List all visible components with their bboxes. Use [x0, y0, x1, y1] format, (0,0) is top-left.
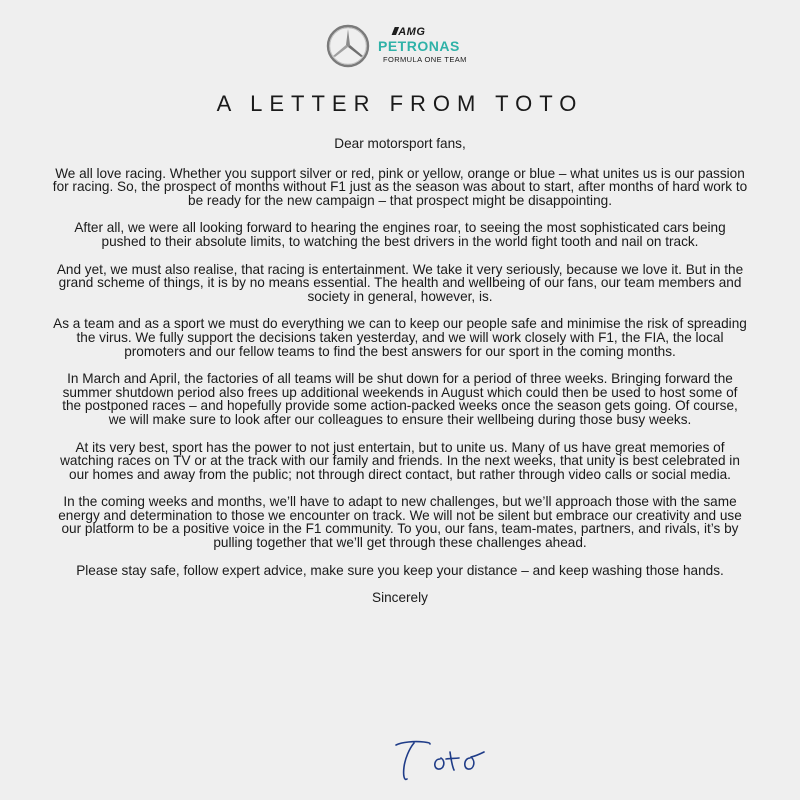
- greeting: Dear motorsport fans,: [334, 136, 466, 151]
- paragraph: After all, we were all looking forward to hearing the engines roar, to seeing the most sophisticated cars being pushed to their absolute limits, to watching the best drivers in the world fight tooth and nail on track.: [74, 220, 726, 249]
- petronas-wordmark: PETRONAS: [378, 38, 460, 54]
- paragraph: In March and April, the factories of all teams will be shut down for a period of three weeks. Bringing forward the summer shutdown period also frees up additional weekends in August which could then be used to host some of the postponed races – and hopefully provide some action-packed weeks once the season gets going. Of course, we will make sure to look after our colleagues to ensure their wellbeing during those busy weeks.: [62, 371, 738, 427]
- paragraph: As a team and as a sport we must do everything we can to keep our people safe and minimise the risk of spreading the virus. We fully support the decisions taken yesterday, and we will work closely with F1, the FIA, the local promoters and our fellow teams to find the best answers for our sport in the coming months.: [53, 316, 747, 359]
- paragraph: In the coming weeks and months, we’ll have to adapt to new challenges, but we’ll approach those with the same energy and determination to those we encounter on track. We will not be silent but embrace our creativity and use our platform to be a positive voice in the F1 community. To you, our fans, team-mates, partners, and rivals, it’s by pulling together that we’ll get through these challenges ahead.: [58, 494, 742, 551]
- team-subtitle: FORMULA ONE TEAM: [383, 55, 467, 64]
- mercedes-star-icon: [326, 24, 370, 68]
- paragraph: And yet, we must also realise, that racing is entertainment. We take it very seriously, because we love it. But in the grand scheme of things, it is by no means essential. The health and wellbeing of our fans, our team members and society in general, however, is.: [56, 261, 744, 304]
- letter-body: [52, 137, 748, 619]
- paragraph: Please stay safe, follow expert advice, make sure you keep your distance – and keep washing those hands.: [76, 562, 724, 578]
- closing: Sincerely: [372, 590, 428, 606]
- paragraph: We all love racing. Whether you support silver or red, pink or yellow, orange or blue – what unites us is our passion for racing. So, the prospect of months without F1 just as the season was about to start, after months of hard work to be ready for the new campaign – that prospect might be disappointing.: [52, 165, 748, 208]
- team-logo: [326, 24, 476, 70]
- signature: [392, 735, 502, 785]
- amg-wordmark: //// AMG: [392, 26, 426, 38]
- paragraph: At its very best, sport has the power to not just entertain, but to unite us. Many of us have great memories of watching races on TV or at the track with our family and friends. In the next weeks, that unity is best celebrated in our homes and away from the public; not through direct contact, but rather through video calls or social media.: [60, 439, 740, 482]
- page-title: A LETTER FROM TOTO: [216, 91, 584, 116]
